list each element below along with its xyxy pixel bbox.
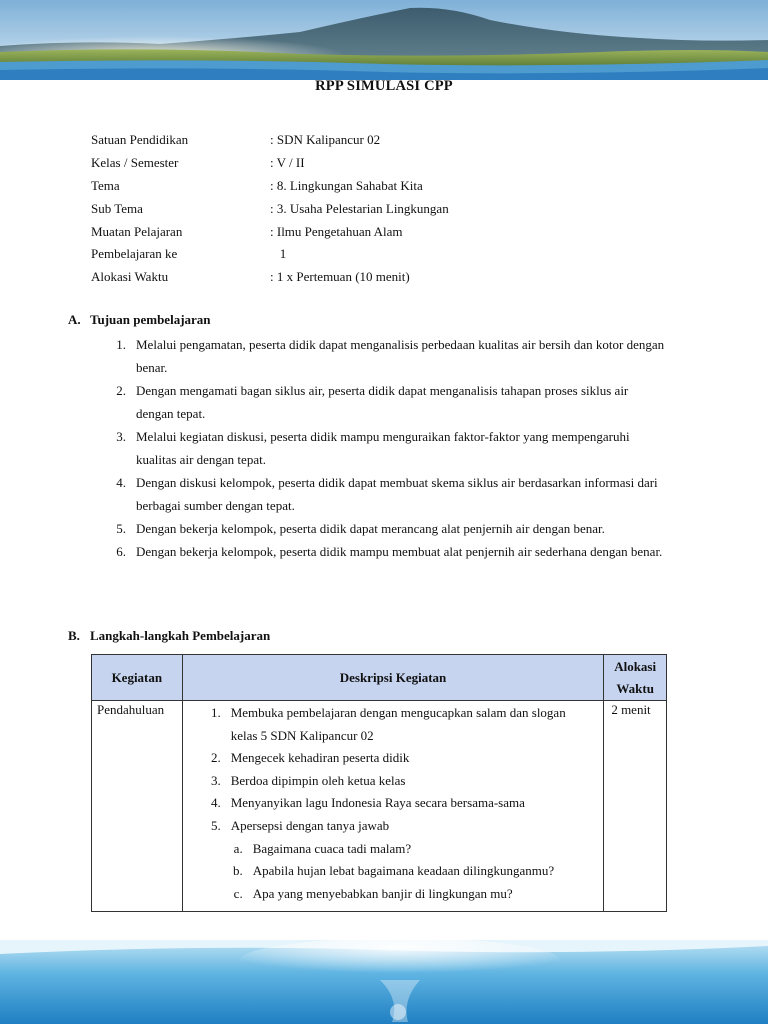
learning-steps-table xyxy=(91,654,667,912)
identity-label: Satuan Pendidikan xyxy=(91,132,189,148)
list-item xyxy=(68,333,688,379)
table-row xyxy=(92,701,667,912)
document-title: RPP SIMULASI CPP xyxy=(315,78,453,94)
identity-value: : Ilmu Pengetahuan Alam xyxy=(270,223,403,239)
table-header-row xyxy=(92,655,667,701)
item-letter: c. xyxy=(233,885,243,901)
item-text: Bagaimana cuaca tadi malam? xyxy=(252,840,412,856)
cell-kegiatan: Pendahuluan xyxy=(92,701,183,912)
item-letter: b. xyxy=(232,863,243,879)
item-number: 2. xyxy=(210,750,221,766)
identity-row xyxy=(91,152,449,175)
item-text: Mengecek kehadiran peserta didik xyxy=(230,750,410,766)
item-number: 3. xyxy=(116,429,126,444)
item-number: 5. xyxy=(210,817,221,833)
item-text: Apersepsi dengan tanya jawab xyxy=(230,817,390,833)
identity-label: Sub Tema xyxy=(91,200,143,216)
footer-water-image xyxy=(0,940,768,1024)
list-item xyxy=(183,815,604,838)
sub-list-item xyxy=(183,860,604,883)
identity-value: 1 xyxy=(270,246,287,262)
item-number: 2. xyxy=(116,383,126,398)
identity-value: : V / II xyxy=(270,155,305,171)
item-number: 5. xyxy=(116,521,126,536)
sub-list-item xyxy=(183,883,604,906)
identity-label: Pembelajaran ke xyxy=(91,246,178,262)
identity-row xyxy=(91,175,449,198)
item-number: 1. xyxy=(210,705,221,720)
item-number: 4. xyxy=(210,795,221,811)
list-item xyxy=(68,540,688,563)
item-text: Menyanyikan lagu Indonesia Raya secara bersama-sama xyxy=(230,795,525,811)
section-learning-objectives xyxy=(68,312,688,563)
identity-label: Muatan Pelajaran xyxy=(91,223,183,239)
list-item xyxy=(183,770,604,793)
identity-row xyxy=(91,220,449,243)
section-heading xyxy=(68,628,688,644)
cell-deskripsi xyxy=(182,701,604,912)
identity-value: : 8. Lingkungan Sahabat Kita xyxy=(270,177,423,193)
item-text: Dengan bekerja kelompok, peserta didik mampu membuat alat penjernih air sederhana dengan benar. xyxy=(136,544,663,559)
section-heading xyxy=(68,312,688,328)
item-text: Melalui pengamatan, peserta didik dapat menganalisis perbedaan kualitas air bersih dan kotor dengan benar. xyxy=(136,337,665,375)
item-text: Apabila hujan lebat bagaimana keadaan dilingkunganmu? xyxy=(252,863,555,879)
identity-row xyxy=(91,243,449,266)
section-learning-steps xyxy=(68,628,688,644)
section-title: Tujuan pembelajaran xyxy=(90,312,211,327)
identity-row xyxy=(91,197,449,220)
identity-label: Tema xyxy=(91,177,120,193)
list-item xyxy=(68,425,688,471)
identity-row xyxy=(91,129,449,152)
identity-value: : 3. Usaha Pelestarian Lingkungan xyxy=(270,200,449,216)
sub-list-item xyxy=(183,838,604,861)
list-item xyxy=(68,379,688,425)
item-text: Membuka pembelajaran dengan mengucapkan salam dan slogan kelas 5 SDN Kalipancur 02 xyxy=(230,705,566,743)
item-number: 1. xyxy=(116,337,126,352)
item-text: Dengan diskusi kelompok, peserta didik dapat membuat skema siklus air berdasarkan informasi dari berbagai sumber dengan tepat. xyxy=(136,475,658,513)
item-number: 3. xyxy=(210,772,221,788)
list-item xyxy=(183,702,604,747)
list-item xyxy=(68,517,688,540)
identity-label: Kelas / Semester xyxy=(91,155,179,171)
cell-alokasi: 2 menit xyxy=(604,701,667,912)
item-text: Berdoa dipimpin oleh ketua kelas xyxy=(230,772,406,788)
identity-table xyxy=(91,129,449,289)
item-text: Melalui kegiatan diskusi, peserta didik mampu menguraikan faktor-faktor yang mempengaruhi kualitas air dengan tepat. xyxy=(136,429,630,467)
column-header-alokasi: Alokasi Waktu xyxy=(604,655,667,701)
item-number: 6. xyxy=(116,544,126,559)
column-header-kegiatan: Kegiatan xyxy=(92,655,183,701)
list-item xyxy=(183,747,604,770)
activities-list xyxy=(183,701,604,911)
item-number: 4. xyxy=(116,475,126,490)
list-item xyxy=(183,792,604,815)
section-letter: A. xyxy=(68,312,81,327)
item-text: Dengan bekerja kelompok, peserta didik dapat merancang alat penjernih air dengan benar. xyxy=(136,521,605,536)
identity-row xyxy=(91,266,449,289)
identity-value: : 1 x Pertemuan (10 menit) xyxy=(270,269,410,285)
item-text: Dengan mengamati bagan siklus air, peserta didik dapat menganalisis tahapan proses siklus air dengan tepat. xyxy=(136,383,629,421)
section-title: Langkah-langkah Pembelajaran xyxy=(90,628,271,643)
column-header-deskripsi: Deskripsi Kegiatan xyxy=(182,655,604,701)
identity-value: : SDN Kalipancur 02 xyxy=(270,132,381,148)
section-letter: B. xyxy=(68,628,80,643)
identity-label: Alokasi Waktu xyxy=(91,269,169,285)
item-letter: a. xyxy=(233,840,243,856)
objectives-list xyxy=(68,333,688,563)
item-text: Apa yang menyebabkan banjir di lingkungan mu? xyxy=(252,885,513,901)
list-item xyxy=(68,471,688,517)
